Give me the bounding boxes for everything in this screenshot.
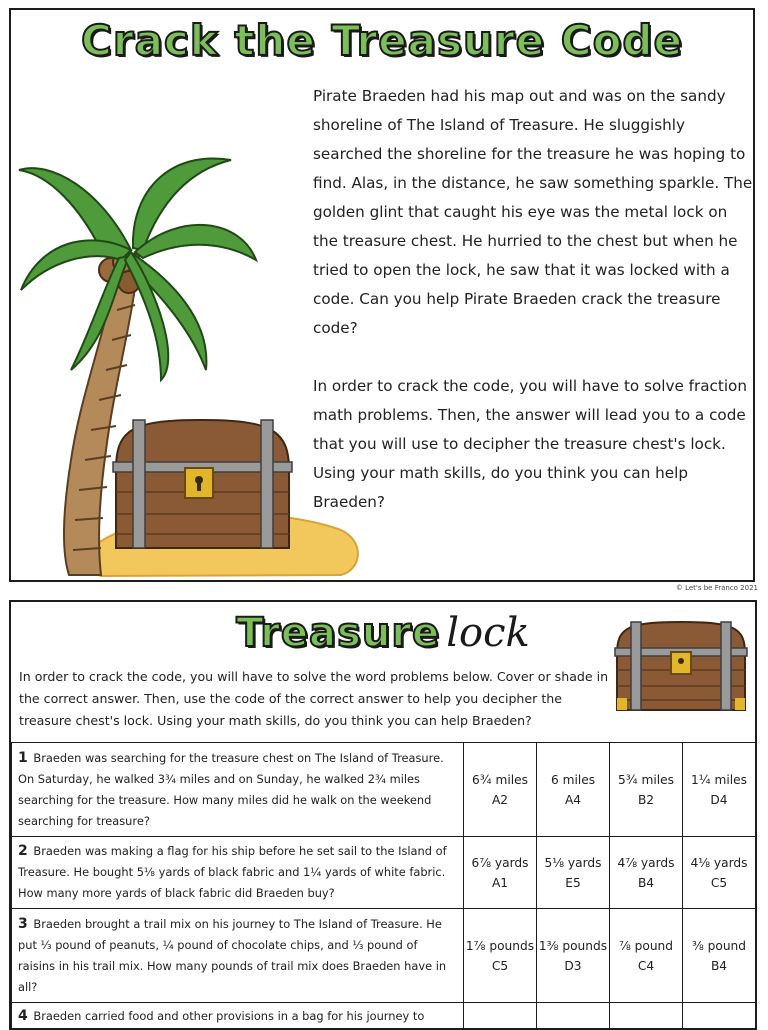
problem-row-1 <box>12 743 756 837</box>
palm-fronds <box>19 158 256 380</box>
answer-value: 4⅞ yards <box>611 853 681 873</box>
problem-text: Braeden brought a trail mix on his journey to The Island of Treasure. He put ⅓ pound of peanuts, ¼ pound of chocolate chips, and ⅓ pound of raisins in his trail mix. How many pounds of trail mix does Braeden have in all? <box>18 917 446 994</box>
problem-row-4 <box>12 1003 756 1030</box>
answer-option[interactable] <box>537 909 610 1003</box>
problem-text: Braeden carried food and other provisions in a bag for his journey to <box>33 1009 424 1023</box>
answer-value: 5¾ miles <box>611 770 681 790</box>
lock-title-script: lock <box>446 610 530 656</box>
answer-code: B4 <box>684 956 754 976</box>
answer-value: 6 miles <box>538 770 608 790</box>
problem-question <box>12 1003 464 1030</box>
story-paragraph-1: Pirate Braeden had his map out and was on the sandy shoreline of The Island of Treasure. He sluggishly searched the shoreline for the treasure he was hoping to find. Alas, in the distance, he saw something sparkle. The golden glint that caught his eye was the metal lock on the treasure chest. He hurried to the chest but when he tried to open the lock, he saw that it was locked with a code. Can you help Pirate Braeden crack the treasure code? <box>313 82 753 343</box>
answer-option[interactable] <box>464 743 537 837</box>
answer-option[interactable] <box>683 837 756 909</box>
problem-text: Braeden was searching for the treasure chest on The Island of Treasure. On Saturday, he walked 3¾ miles and on Sunday, he walked 2¾ miles searching for the treasure. How many miles did he walk on the weekend searching for treasure? <box>18 751 444 828</box>
palm-tree-and-chest-illustration <box>11 130 381 582</box>
answer-code: A2 <box>465 790 535 810</box>
answer-option[interactable] <box>610 837 683 909</box>
answer-code: A1 <box>465 873 535 893</box>
answer-value: ⅞ pound <box>611 936 681 956</box>
answer-option[interactable] <box>683 743 756 837</box>
answer-option[interactable] <box>610 743 683 837</box>
story-paragraph-2: In order to crack the code, you will have to solve fraction math problems. Then, the answer will lead you to a code that you will use to decipher the treasure chest's lock. Using your math skills, do you think you can help Braeden? <box>313 372 753 517</box>
answer-value: 1⅞ pounds <box>465 936 535 956</box>
answer-value: 1¼ miles <box>684 770 754 790</box>
answer-code: E5 <box>538 873 608 893</box>
answer-code: C5 <box>684 873 754 893</box>
answer-code: D4 <box>684 790 754 810</box>
answer-option[interactable] <box>683 1003 756 1030</box>
answer-value: 1⅜ pounds <box>538 936 608 956</box>
answer-value: 6⅞ yards <box>465 853 535 873</box>
answer-option[interactable] <box>610 909 683 1003</box>
problems-table <box>11 742 756 1030</box>
answer-code: B2 <box>611 790 681 810</box>
problem-row-2 <box>12 837 756 909</box>
story-card <box>9 8 755 582</box>
answer-code: C4 <box>611 956 681 976</box>
answer-option[interactable] <box>610 1003 683 1030</box>
answer-code: C5 <box>465 956 535 976</box>
answer-value: 4⅛ yards <box>684 853 754 873</box>
answer-value: ⅜ pound <box>684 936 754 956</box>
answer-option[interactable] <box>683 909 756 1003</box>
lock-instructions: In order to crack the code, you will have to solve the word problems below. Cover or shade in the correct answer. Then, use the code of the correct answer to help you decipher the treasure chest's lock. Using your math skills, do you think you can help Braeden? <box>19 666 611 732</box>
answer-option[interactable] <box>464 1003 537 1030</box>
answer-option[interactable] <box>537 837 610 909</box>
copyright-note: © Let's be Franco 2021 <box>676 584 758 592</box>
problem-number: 4 <box>18 1008 28 1024</box>
problem-number: 1 <box>18 750 28 766</box>
answer-option[interactable] <box>464 837 537 909</box>
problem-question <box>12 909 464 1003</box>
answer-code: B4 <box>611 873 681 893</box>
answer-value: 6¾ miles <box>465 770 535 790</box>
lock-title-big: Treasure <box>236 610 440 656</box>
answer-option[interactable] <box>537 1003 610 1030</box>
answer-value: 5⅛ yards <box>538 853 608 873</box>
page-title: Crack the Treasure Code <box>11 16 753 65</box>
answer-option[interactable] <box>537 743 610 837</box>
answer-code: A4 <box>538 790 608 810</box>
problem-question <box>12 837 464 909</box>
problem-row-3 <box>12 909 756 1003</box>
problem-text: Braeden was making a flag for his ship before he set sail to the Island of Treasure. He bought 5⅛ yards of black fabric and 1¼ yards of white fabric. How many more yards of black fabric did Braeden buy? <box>18 844 447 900</box>
treasure-chest <box>113 420 292 548</box>
treasure-lock-card <box>9 600 757 1030</box>
problem-number: 3 <box>18 916 28 932</box>
answer-option[interactable] <box>464 909 537 1003</box>
problem-number: 2 <box>18 843 28 859</box>
treasure-chest-icon <box>613 618 749 714</box>
problem-question <box>12 743 464 837</box>
answer-code: D3 <box>538 956 608 976</box>
